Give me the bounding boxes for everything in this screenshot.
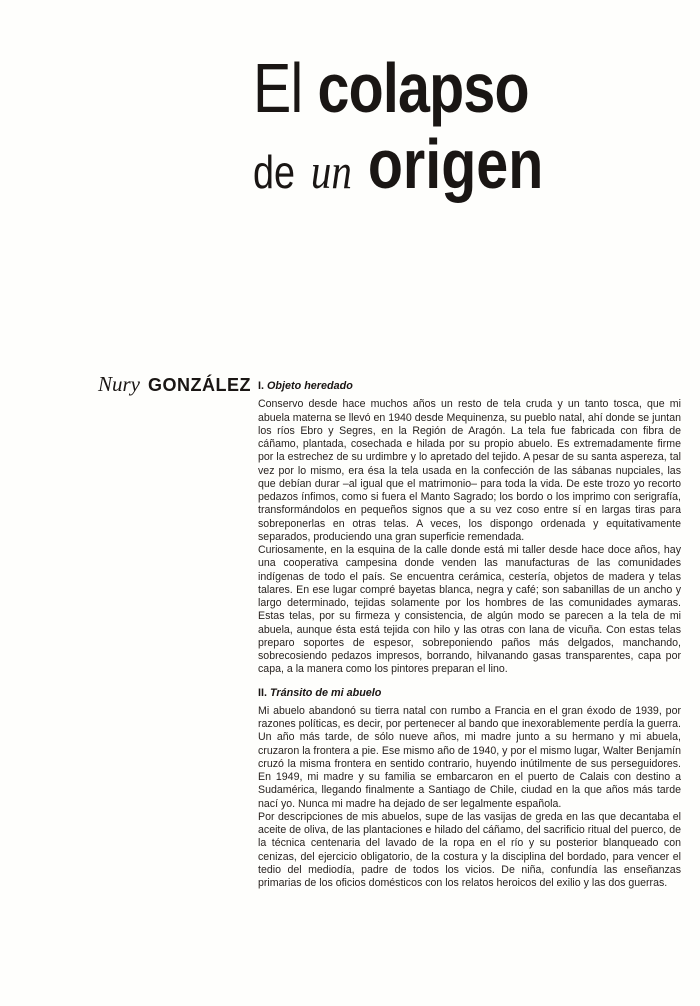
paragraph: Curiosamente, en la esquina de la calle donde está mi taller desde hace doce años, hay una cooperativa campesina donde venden las manufacturas de las comunidades indígenas de todo el país. Se encuentra cerámica, cestería, objetos de madera y telas talares. En ese lugar compré bayetas blanca, negra y café; son sabanillas de un ancho y largo determinado, tejidas solamente por los hombres de las comunidades aymaras. Estas telas, por su firmeza y consistencia, de algún modo se parecen a la tela de mi abuela, aunque ésta está tejida con hilo y las otras con lana de vicuña. Con estas telas preparo soportes de espesor, sobreponiendo paños más delgados, manchando, sobrecosiendo pedazos impresos, borrando, hilvanando gasas transparentes, capa por capa, a la manera como los pintores preparan el lino. [258, 544, 681, 676]
paragraph: Por descripciones de mis abuelos, supe de las vasijas de greda en las que decantaba el aceite de oliva, de las plantaciones e hilado del cáñamo, del sacrificio ritual del puerco, de la técnica centenaria del lavado de la ropa en el río y su posterior blanqueado con cenizas, del ejercicio obligatorio, de la costura y la disciplina del bordado, para vencer el tedio del mediodía, padre de todos los vicios. De niña, confundía las enseñanzas primarias de los oficios domésticos con los relatos heroicos del exilio y las dos guerras. [258, 810, 681, 889]
title-line-2 [253, 125, 544, 208]
section-objeto-heredado [258, 380, 681, 677]
paragraph: Conservo desde hace muchos años un resto de tela cruda y un tanto tosca, que mi abuela materna se llevó en 1940 desde Mequinenza, su pueblo natal, ahí donde se juntan los ríos Ebro y Segres, en la Región de Aragón. La tela fue fabricada con fibra de cáñamo, plantada, cosechada e hilada por su propio abuelo. Es extremadamente firme por la estrechez de su urdimbre y lo apretado del tejido. A pesar de su santa aspereza, tal vez por lo mismo, era ésa la tela usada en la confección de las sábanas nupciales, las que debían durar –al igual que el matrimonio– para toda la vida. De este trozo yo recorto pedazos ínfimos, como si fuera el Manto Sagrado; los bordo o los imprimo con serigrafía, transformándolos en pequeños signos que a su vez coso entre sí en largas tiras para sobreponerlas en otras telas. A veces, los dispongo ordenada y equitativamente separados, produciendo una gran superficie remendada. [258, 398, 681, 543]
author-first-name: Nury [98, 372, 140, 396]
title-word-el: El [253, 49, 303, 127]
title-line-1 [253, 49, 529, 127]
title-word-un: un [310, 143, 352, 199]
section-number: I. [258, 380, 264, 392]
paragraph: Mi abuelo abandonó su tierra natal con rumbo a Francia en el gran éxodo de 1939, por razones políticas, es decir, por pertenecer al bando que inexorablemente perdía la guerra. Un año más tarde, de sólo nueve años, mi madre junto a su hermano y mi abuela, cruzaron la frontera a pie. Ese mismo año de 1940, y por el mismo lugar, Walter Benjamín cruzó la misma frontera en sentido contrario, huyendo inútilmente de sus perseguidores. En 1949, mi madre y su familia se embarcaron en el puerto de Calais con destino a Sudamérica, llegando finalmente a Santiago de Chile, ciudad en la que años más tarde nací yo. Nunca mi madre ha dejado de ser legalmente española. [258, 704, 681, 810]
author-last-name: GONZÁLEZ [148, 375, 251, 395]
title-word-de: de [253, 146, 295, 198]
section-number: II. [258, 686, 267, 699]
title-word-colapso: colapso [317, 49, 529, 127]
section-heading [258, 687, 681, 700]
title-word-origen: origen [367, 125, 544, 203]
section-title: Tránsito de mi abuelo [270, 686, 382, 699]
section-title: Objeto heredado [267, 380, 353, 392]
article-title [253, 49, 573, 208]
section-transito-de-mi-abuelo [258, 687, 681, 891]
section-heading [258, 380, 681, 393]
article-body [258, 380, 681, 900]
author-byline [98, 372, 251, 397]
